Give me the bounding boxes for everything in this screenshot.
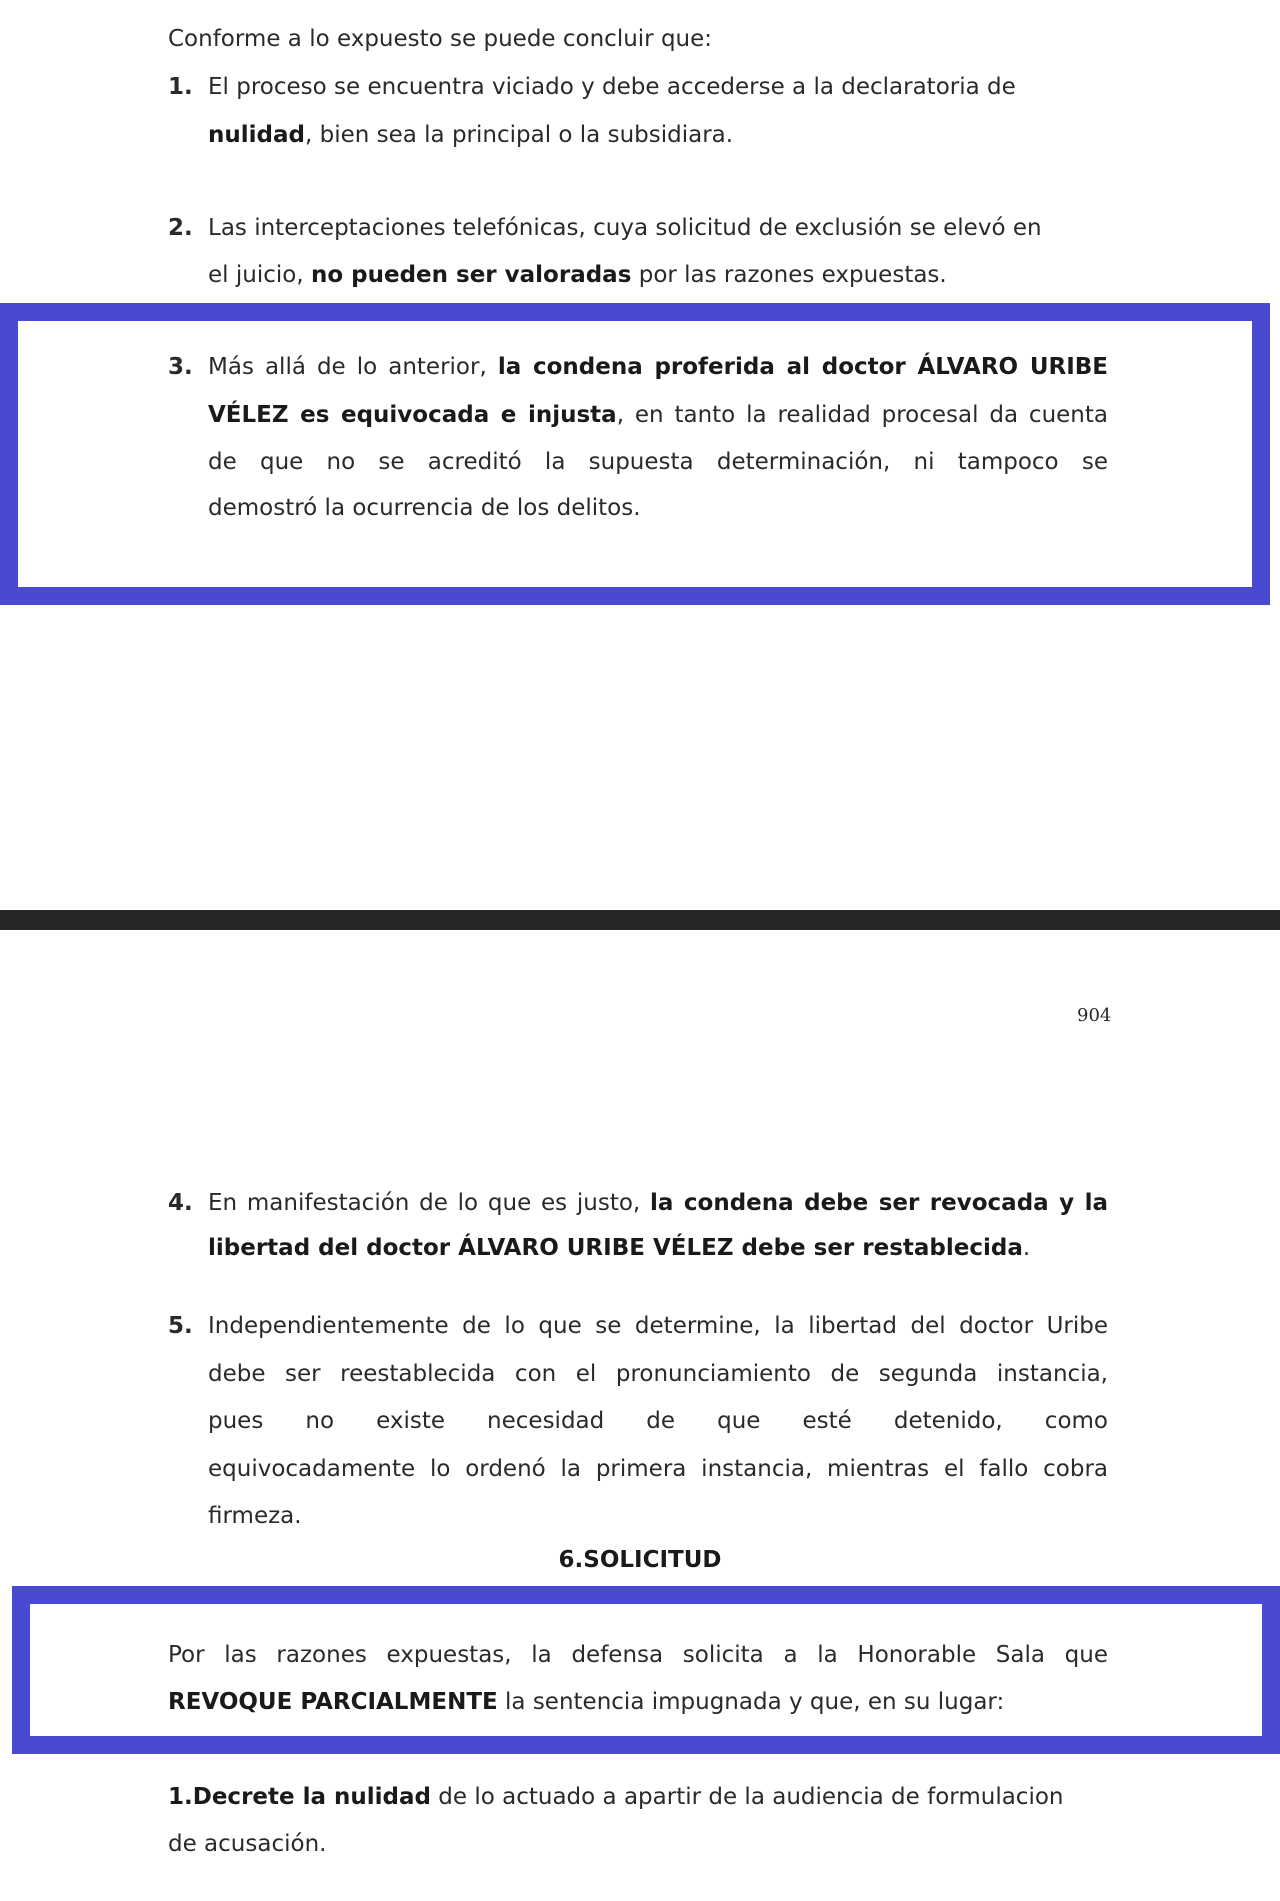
item-5-line-1: Independientemente de lo que se determine, la libertad del doctor Uribe xyxy=(208,1313,1108,1339)
item-3-bold-2: VÉLEZ es equivocada e injusta xyxy=(208,402,617,428)
item-4-line-2-post: . xyxy=(1022,1235,1031,1261)
item-5-line-5: firmeza. xyxy=(208,1503,302,1529)
page-divider xyxy=(0,910,1280,930)
item-3-bold-1: la condena proferida al doctor ÁLVARO URIBE xyxy=(497,354,1109,380)
decree-bold: 1.Decrete la nulidad xyxy=(168,1784,431,1810)
request-line-2 xyxy=(168,1687,1004,1717)
item-3-line-3: de que no se acreditó la supuesta determinación, ni tampoco se xyxy=(208,449,1108,475)
request-line-1: Por las razones expuestas, la defensa solicita a la Honorable Sala que xyxy=(168,1642,1108,1668)
item-2-number: 2. xyxy=(168,215,193,241)
item-3-number: 3. xyxy=(168,354,193,380)
section-heading-solicitud: 6.SOLICITUD xyxy=(558,1547,722,1573)
item-4-bold-2: libertad del doctor ÁLVARO URIBE VÉLEZ debe ser restablecida xyxy=(208,1235,1023,1261)
item-2-line-2-pre: el juicio, xyxy=(208,262,311,288)
page-number: 904 xyxy=(1077,1005,1112,1026)
item-5-line-4: equivocadamente lo ordenó la primera instancia, mientras el fallo cobra xyxy=(208,1456,1108,1482)
item-4-bold-1: la condena debe ser revocada y la xyxy=(650,1190,1109,1216)
highlight-box-request xyxy=(12,1586,1280,1754)
item-3-line-2-post: , en tanto la realidad procesal da cuenta xyxy=(616,402,1108,428)
item-2-line-2 xyxy=(208,260,947,290)
decree-line-1-post: de lo actuado a apartir de la audiencia de formulacion xyxy=(430,1784,1064,1810)
item-4-line-2 xyxy=(208,1233,1030,1263)
decree-line-1 xyxy=(168,1782,1063,1812)
item-1-line-2-rest: , bien sea la principal o la subsidiara. xyxy=(304,122,734,148)
item-2-line-1: Las interceptaciones telefónicas, cuya solicitud de exclusión se elevó en xyxy=(208,215,1042,241)
item-1-bold-nulidad: nulidad xyxy=(208,122,305,148)
decree-line-2: de acusación. xyxy=(168,1831,327,1857)
item-4-line-1-pre: En manifestación de lo que es justo, xyxy=(208,1190,651,1216)
item-5-number: 5. xyxy=(168,1313,193,1339)
item-2-line-2-post: por las razones expuestas. xyxy=(631,262,947,288)
item-4-number: 4. xyxy=(168,1190,193,1216)
item-1-number: 1. xyxy=(168,74,193,100)
item-2-bold: no pueden ser valoradas xyxy=(310,262,632,288)
item-1-line-2 xyxy=(208,120,733,150)
item-5-line-3: pues no existe necesidad de que esté detenido, como xyxy=(208,1408,1108,1434)
item-3-line-1 xyxy=(208,352,1108,382)
request-line-2-post: la sentencia impugnada y que, en su lugar: xyxy=(497,1689,1005,1715)
item-4-line-1 xyxy=(208,1188,1108,1218)
intro-line: Conforme a lo expuesto se puede concluir que: xyxy=(168,26,713,52)
item-1-line-1: El proceso se encuentra viciado y debe accederse a la declaratoria de xyxy=(208,74,1016,100)
request-bold: REVOQUE PARCIALMENTE xyxy=(168,1689,498,1715)
item-3-line-2 xyxy=(208,400,1108,430)
item-5-line-2: debe ser reestablecida con el pronunciamiento de segunda instancia, xyxy=(208,1361,1108,1387)
item-3-line-4: demostró la ocurrencia de los delitos. xyxy=(208,495,641,521)
item-3-line-1-pre: Más allá de lo anterior, xyxy=(208,354,498,380)
